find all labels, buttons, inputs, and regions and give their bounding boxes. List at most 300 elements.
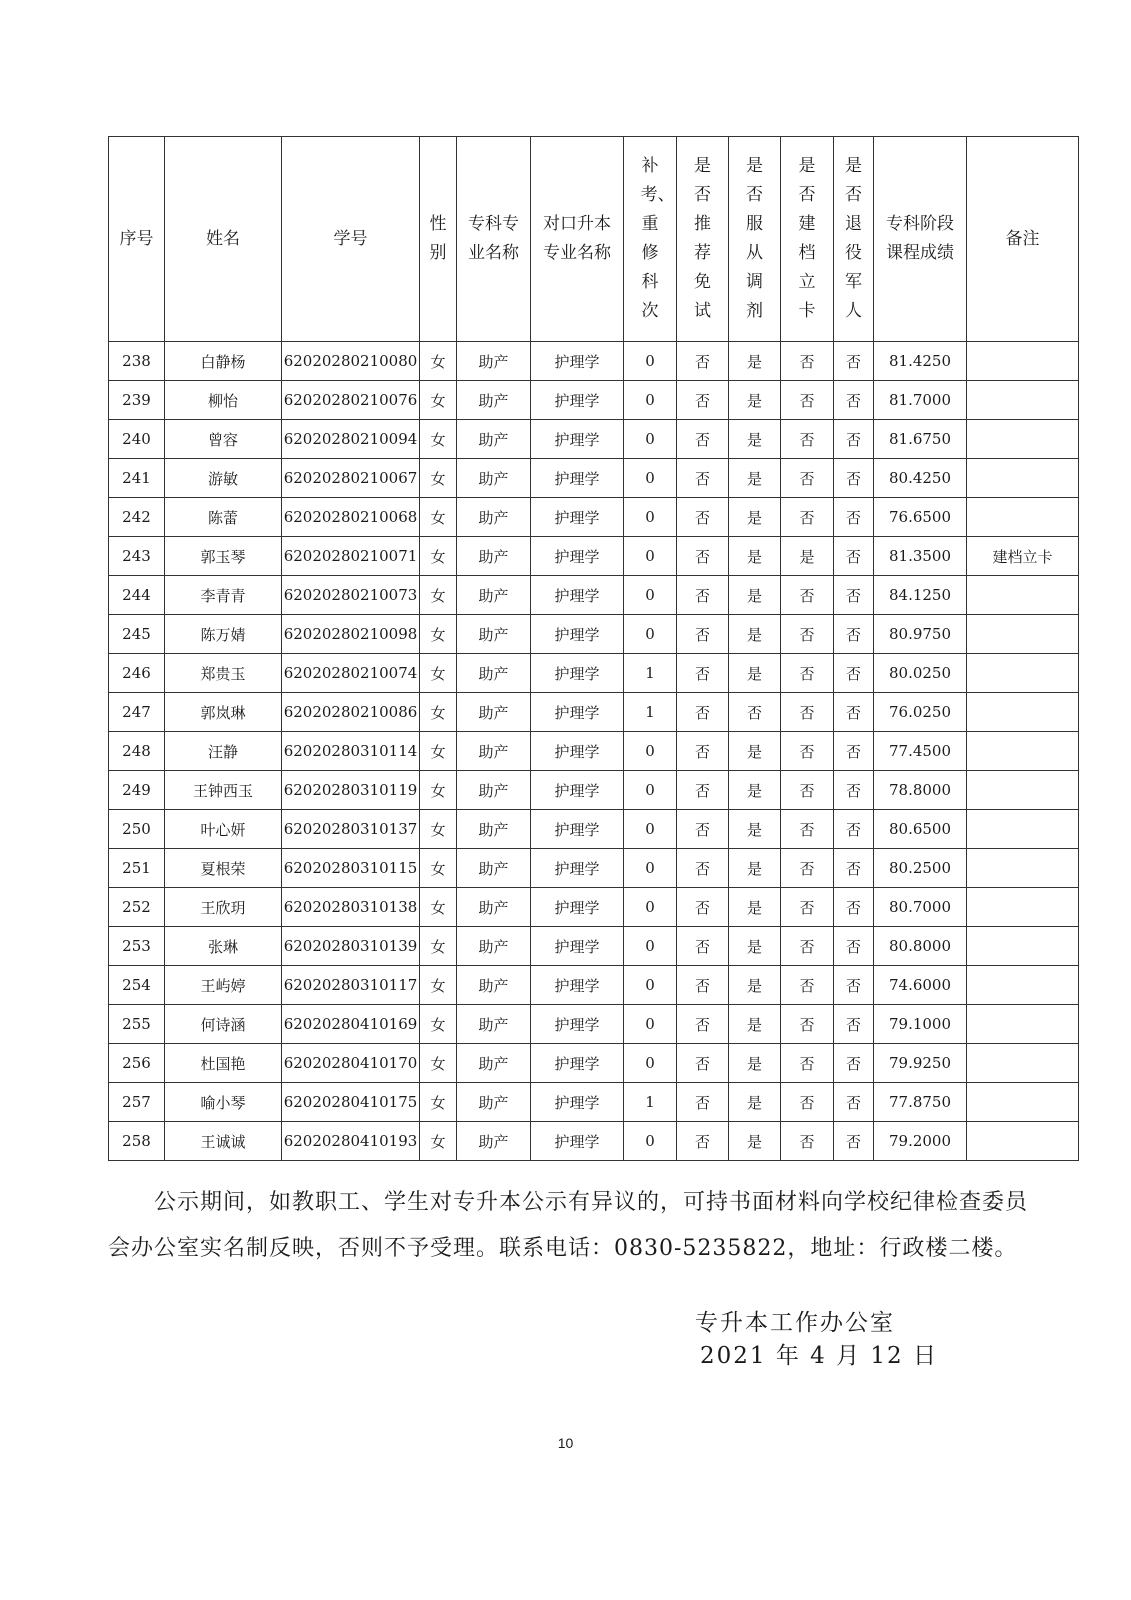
cell-diploma-major: 助产 [457,1005,531,1044]
cell-target-major: 护理学 [531,1122,624,1161]
cell-target-major: 护理学 [531,576,624,615]
cell-name: 汪静 [165,732,282,771]
cell-name: 夏根荣 [165,849,282,888]
cell-poverty-registered: 否 [781,810,834,849]
cell-target-major: 护理学 [531,927,624,966]
table-row [109,927,1079,966]
cell-gender: 女 [420,771,457,810]
cell-veteran: 否 [834,732,874,771]
student-list-table [108,136,1079,1161]
cell-diploma-major: 助产 [457,615,531,654]
cell-accept-adjustment: 是 [729,732,781,771]
cell-makeup-count: 0 [624,1005,677,1044]
header-student-id: 学号 [282,137,420,342]
header-veteran: 是否退役军人 [834,137,874,342]
cell-course-score: 77.8750 [874,1083,967,1122]
cell-gender: 女 [420,537,457,576]
cell-recommended-exempt: 否 [677,732,729,771]
cell-makeup-count: 0 [624,537,677,576]
cell-accept-adjustment: 是 [729,420,781,459]
cell-recommended-exempt: 否 [677,1083,729,1122]
table-row [109,342,1079,381]
cell-makeup-count: 0 [624,498,677,537]
cell-course-score: 80.4250 [874,459,967,498]
cell-poverty-registered: 否 [781,654,834,693]
cell-veteran: 否 [834,654,874,693]
cell-name: 陈万婧 [165,615,282,654]
cell-course-score: 80.6500 [874,810,967,849]
cell-recommended-exempt: 否 [677,849,729,888]
cell-diploma-major: 助产 [457,693,531,732]
cell-makeup-count: 0 [624,381,677,420]
cell-poverty-registered: 否 [781,1044,834,1083]
cell-index: 238 [109,342,165,381]
cell-accept-adjustment: 是 [729,342,781,381]
cell-index: 249 [109,771,165,810]
cell-makeup-count: 0 [624,459,677,498]
cell-diploma-major: 助产 [457,381,531,420]
cell-makeup-count: 0 [624,966,677,1005]
cell-name: 叶心妍 [165,810,282,849]
cell-target-major: 护理学 [531,849,624,888]
cell-target-major: 护理学 [531,342,624,381]
cell-course-score: 79.9250 [874,1044,967,1083]
cell-remarks [967,381,1079,420]
cell-veteran: 否 [834,1044,874,1083]
notice-paragraph: 公示期间，如教职工、学生对专升本公示有异议的，可持书面材料向学校纪律检查委员会办公室实名制反映，否则不予受理。联系电话：0830-5235822，地址：行政楼二楼。 [108,1190,1029,1261]
cell-name: 何诗涵 [165,1005,282,1044]
cell-remarks [967,810,1079,849]
cell-name: 张琳 [165,927,282,966]
cell-index: 246 [109,654,165,693]
cell-name: 郭岚琳 [165,693,282,732]
cell-diploma-major: 助产 [457,498,531,537]
cell-diploma-major: 助产 [457,927,531,966]
cell-name: 游敏 [165,459,282,498]
header-makeup-count: 补考、重修科次 [624,137,677,342]
cell-recommended-exempt: 否 [677,966,729,1005]
cell-accept-adjustment: 是 [729,810,781,849]
cell-target-major: 护理学 [531,537,624,576]
cell-recommended-exempt: 否 [677,1044,729,1083]
cell-makeup-count: 0 [624,1122,677,1161]
cell-index: 247 [109,693,165,732]
cell-makeup-count: 0 [624,1044,677,1083]
cell-poverty-registered: 否 [781,420,834,459]
cell-student-id: 62020280210094 [282,420,420,459]
cell-makeup-count: 0 [624,771,677,810]
cell-remarks [967,693,1079,732]
cell-target-major: 护理学 [531,1005,624,1044]
cell-target-major: 护理学 [531,693,624,732]
cell-remarks [967,888,1079,927]
cell-makeup-count: 0 [624,810,677,849]
page-number: 10 [557,1435,574,1451]
cell-index: 240 [109,420,165,459]
cell-remarks [967,342,1079,381]
cell-accept-adjustment: 是 [729,1005,781,1044]
cell-course-score: 84.1250 [874,576,967,615]
cell-accept-adjustment: 是 [729,927,781,966]
cell-name: 王屿婷 [165,966,282,1005]
cell-course-score: 80.2500 [874,849,967,888]
cell-poverty-registered: 否 [781,615,834,654]
table-body [109,342,1079,1161]
cell-index: 243 [109,537,165,576]
header-poverty-registered: 是否建档立卡 [781,137,834,342]
cell-course-score: 78.8000 [874,771,967,810]
cell-gender: 女 [420,810,457,849]
cell-student-id: 62020280210071 [282,537,420,576]
cell-accept-adjustment: 是 [729,1083,781,1122]
table-row [109,498,1079,537]
cell-remarks [967,1005,1079,1044]
cell-accept-adjustment: 是 [729,771,781,810]
header-target-major: 对口升本专业名称 [531,137,624,342]
cell-remarks [967,576,1079,615]
cell-target-major: 护理学 [531,732,624,771]
cell-poverty-registered: 否 [781,342,834,381]
cell-student-id: 62020280310115 [282,849,420,888]
cell-index: 256 [109,1044,165,1083]
cell-name: 王钟西玉 [165,771,282,810]
cell-gender: 女 [420,732,457,771]
cell-target-major: 护理学 [531,459,624,498]
cell-remarks [967,498,1079,537]
cell-target-major: 护理学 [531,1044,624,1083]
cell-student-id: 62020280410175 [282,1083,420,1122]
cell-gender: 女 [420,615,457,654]
cell-student-id: 62020280310117 [282,966,420,1005]
cell-course-score: 79.2000 [874,1122,967,1161]
cell-accept-adjustment: 是 [729,888,781,927]
cell-veteran: 否 [834,537,874,576]
cell-veteran: 否 [834,1122,874,1161]
cell-recommended-exempt: 否 [677,381,729,420]
cell-student-id: 62020280210076 [282,381,420,420]
cell-veteran: 否 [834,966,874,1005]
cell-student-id: 62020280210074 [282,654,420,693]
cell-gender: 女 [420,459,457,498]
cell-course-score: 76.6500 [874,498,967,537]
cell-diploma-major: 助产 [457,966,531,1005]
cell-makeup-count: 0 [624,927,677,966]
cell-target-major: 护理学 [531,810,624,849]
cell-poverty-registered: 否 [781,849,834,888]
cell-makeup-count: 0 [624,576,677,615]
cell-veteran: 否 [834,342,874,381]
cell-index: 245 [109,615,165,654]
cell-accept-adjustment: 是 [729,1122,781,1161]
header-accept-adjustment: 是否服从调剂 [729,137,781,342]
cell-gender: 女 [420,381,457,420]
cell-accept-adjustment: 是 [729,1044,781,1083]
cell-recommended-exempt: 否 [677,459,729,498]
cell-gender: 女 [420,498,457,537]
cell-student-id: 62020280210086 [282,693,420,732]
cell-name: 王欣玥 [165,888,282,927]
cell-target-major: 护理学 [531,498,624,537]
cell-course-score: 80.8000 [874,927,967,966]
cell-remarks [967,966,1079,1005]
cell-recommended-exempt: 否 [677,1122,729,1161]
cell-diploma-major: 助产 [457,732,531,771]
cell-gender: 女 [420,927,457,966]
cell-student-id: 62020280310137 [282,810,420,849]
cell-remarks [967,927,1079,966]
cell-index: 257 [109,1083,165,1122]
cell-recommended-exempt: 否 [677,537,729,576]
cell-recommended-exempt: 否 [677,420,729,459]
cell-poverty-registered: 否 [781,576,834,615]
cell-gender: 女 [420,1122,457,1161]
cell-name: 白静杨 [165,342,282,381]
cell-remarks [967,1122,1079,1161]
cell-name: 喻小琴 [165,1083,282,1122]
cell-student-id: 62020280310119 [282,771,420,810]
cell-diploma-major: 助产 [457,420,531,459]
cell-gender: 女 [420,576,457,615]
cell-name: 李青青 [165,576,282,615]
cell-gender: 女 [420,693,457,732]
cell-remarks [967,654,1079,693]
cell-makeup-count: 0 [624,420,677,459]
cell-veteran: 否 [834,849,874,888]
cell-poverty-registered: 否 [781,771,834,810]
cell-makeup-count: 0 [624,342,677,381]
cell-makeup-count: 1 [624,1083,677,1122]
header-diploma-major: 专科专业名称 [457,137,531,342]
cell-student-id: 62020280210098 [282,615,420,654]
cell-veteran: 否 [834,459,874,498]
cell-student-id: 62020280410193 [282,1122,420,1161]
cell-index: 253 [109,927,165,966]
table-row [109,381,1079,420]
header-name: 姓名 [165,137,282,342]
cell-target-major: 护理学 [531,966,624,1005]
cell-diploma-major: 助产 [457,771,531,810]
cell-diploma-major: 助产 [457,810,531,849]
header-index: 序号 [109,137,165,342]
cell-gender: 女 [420,888,457,927]
cell-gender: 女 [420,1044,457,1083]
cell-accept-adjustment: 是 [729,849,781,888]
cell-poverty-registered: 否 [781,498,834,537]
cell-recommended-exempt: 否 [677,1005,729,1044]
cell-poverty-registered: 否 [781,1005,834,1044]
cell-course-score: 74.6000 [874,966,967,1005]
cell-veteran: 否 [834,615,874,654]
table-row [109,966,1079,1005]
cell-veteran: 否 [834,1083,874,1122]
table-row [109,1005,1079,1044]
cell-accept-adjustment: 是 [729,615,781,654]
cell-veteran: 否 [834,381,874,420]
cell-recommended-exempt: 否 [677,342,729,381]
table-header-row [109,137,1079,342]
cell-poverty-registered: 否 [781,966,834,1005]
cell-remarks [967,1044,1079,1083]
cell-veteran: 否 [834,771,874,810]
cell-makeup-count: 0 [624,888,677,927]
cell-target-major: 护理学 [531,1083,624,1122]
table-row [109,615,1079,654]
cell-poverty-registered: 否 [781,381,834,420]
cell-course-score: 79.1000 [874,1005,967,1044]
cell-remarks [967,615,1079,654]
cell-veteran: 否 [834,888,874,927]
cell-remarks [967,420,1079,459]
cell-veteran: 否 [834,498,874,537]
cell-index: 241 [109,459,165,498]
cell-makeup-count: 1 [624,654,677,693]
cell-course-score: 80.7000 [874,888,967,927]
cell-remarks: 建档立卡 [967,537,1079,576]
cell-target-major: 护理学 [531,654,624,693]
cell-name: 陈蕾 [165,498,282,537]
cell-recommended-exempt: 否 [677,888,729,927]
cell-target-major: 护理学 [531,771,624,810]
cell-name: 王诚诚 [165,1122,282,1161]
table-row [109,732,1079,771]
cell-student-id: 62020280310139 [282,927,420,966]
cell-index: 252 [109,888,165,927]
table-row [109,420,1079,459]
cell-makeup-count: 1 [624,693,677,732]
cell-veteran: 否 [834,576,874,615]
table-row [109,849,1079,888]
signature-office: 专升本工作办公室 [695,1310,895,1336]
header-remarks: 备注 [967,137,1079,342]
cell-target-major: 护理学 [531,615,624,654]
cell-poverty-registered: 否 [781,459,834,498]
cell-gender: 女 [420,342,457,381]
table-row [109,1122,1079,1161]
cell-course-score: 77.4500 [874,732,967,771]
cell-remarks [967,459,1079,498]
cell-diploma-major: 助产 [457,654,531,693]
cell-veteran: 否 [834,693,874,732]
cell-target-major: 护理学 [531,888,624,927]
table-row [109,888,1079,927]
cell-remarks [967,849,1079,888]
cell-gender: 女 [420,654,457,693]
table-row [109,1083,1079,1122]
cell-recommended-exempt: 否 [677,810,729,849]
cell-index: 254 [109,966,165,1005]
cell-accept-adjustment: 是 [729,576,781,615]
cell-poverty-registered: 否 [781,1083,834,1122]
cell-student-id: 62020280410169 [282,1005,420,1044]
cell-accept-adjustment: 是 [729,459,781,498]
cell-diploma-major: 助产 [457,849,531,888]
cell-veteran: 否 [834,420,874,459]
cell-index: 242 [109,498,165,537]
cell-name: 郑贵玉 [165,654,282,693]
cell-index: 248 [109,732,165,771]
cell-index: 255 [109,1005,165,1044]
cell-recommended-exempt: 否 [677,654,729,693]
cell-gender: 女 [420,1005,457,1044]
cell-gender: 女 [420,420,457,459]
table-row [109,1044,1079,1083]
cell-accept-adjustment: 是 [729,654,781,693]
cell-veteran: 否 [834,810,874,849]
cell-accept-adjustment: 是 [729,966,781,1005]
cell-course-score: 80.9750 [874,615,967,654]
cell-course-score: 81.7000 [874,381,967,420]
cell-student-id: 62020280310138 [282,888,420,927]
cell-accept-adjustment: 否 [729,693,781,732]
header-recommended-exempt: 是否推荐免试 [677,137,729,342]
cell-student-id: 62020280210073 [282,576,420,615]
table-row [109,537,1079,576]
cell-accept-adjustment: 是 [729,537,781,576]
cell-gender: 女 [420,966,457,1005]
signature-date: 2021 年 4 月 12 日 [700,1343,938,1369]
cell-accept-adjustment: 是 [729,498,781,537]
cell-remarks [967,1083,1079,1122]
cell-index: 250 [109,810,165,849]
cell-recommended-exempt: 否 [677,693,729,732]
table-row [109,576,1079,615]
cell-student-id: 62020280310114 [282,732,420,771]
cell-recommended-exempt: 否 [677,615,729,654]
table-row [109,810,1079,849]
cell-diploma-major: 助产 [457,1122,531,1161]
cell-course-score: 76.0250 [874,693,967,732]
cell-accept-adjustment: 是 [729,381,781,420]
cell-recommended-exempt: 否 [677,927,729,966]
cell-diploma-major: 助产 [457,888,531,927]
cell-veteran: 否 [834,927,874,966]
cell-poverty-registered: 否 [781,927,834,966]
cell-makeup-count: 0 [624,849,677,888]
cell-diploma-major: 助产 [457,1044,531,1083]
cell-diploma-major: 助产 [457,342,531,381]
cell-poverty-registered: 否 [781,732,834,771]
cell-target-major: 护理学 [531,420,624,459]
cell-name: 曾容 [165,420,282,459]
cell-poverty-registered: 否 [781,888,834,927]
cell-veteran: 否 [834,1005,874,1044]
cell-diploma-major: 助产 [457,537,531,576]
cell-index: 239 [109,381,165,420]
cell-index: 258 [109,1122,165,1161]
table-row [109,459,1079,498]
cell-name: 柳怡 [165,381,282,420]
cell-poverty-registered: 否 [781,693,834,732]
cell-name: 杜国艳 [165,1044,282,1083]
cell-diploma-major: 助产 [457,576,531,615]
cell-remarks [967,771,1079,810]
cell-recommended-exempt: 否 [677,498,729,537]
cell-course-score: 81.4250 [874,342,967,381]
cell-gender: 女 [420,1083,457,1122]
cell-poverty-registered: 否 [781,1122,834,1161]
cell-recommended-exempt: 否 [677,771,729,810]
cell-index: 244 [109,576,165,615]
cell-makeup-count: 0 [624,732,677,771]
cell-course-score: 81.6750 [874,420,967,459]
cell-poverty-registered: 是 [781,537,834,576]
header-gender: 性别 [420,137,457,342]
cell-student-id: 62020280210080 [282,342,420,381]
cell-index: 251 [109,849,165,888]
cell-target-major: 护理学 [531,381,624,420]
cell-name: 郭玉琴 [165,537,282,576]
cell-diploma-major: 助产 [457,1083,531,1122]
